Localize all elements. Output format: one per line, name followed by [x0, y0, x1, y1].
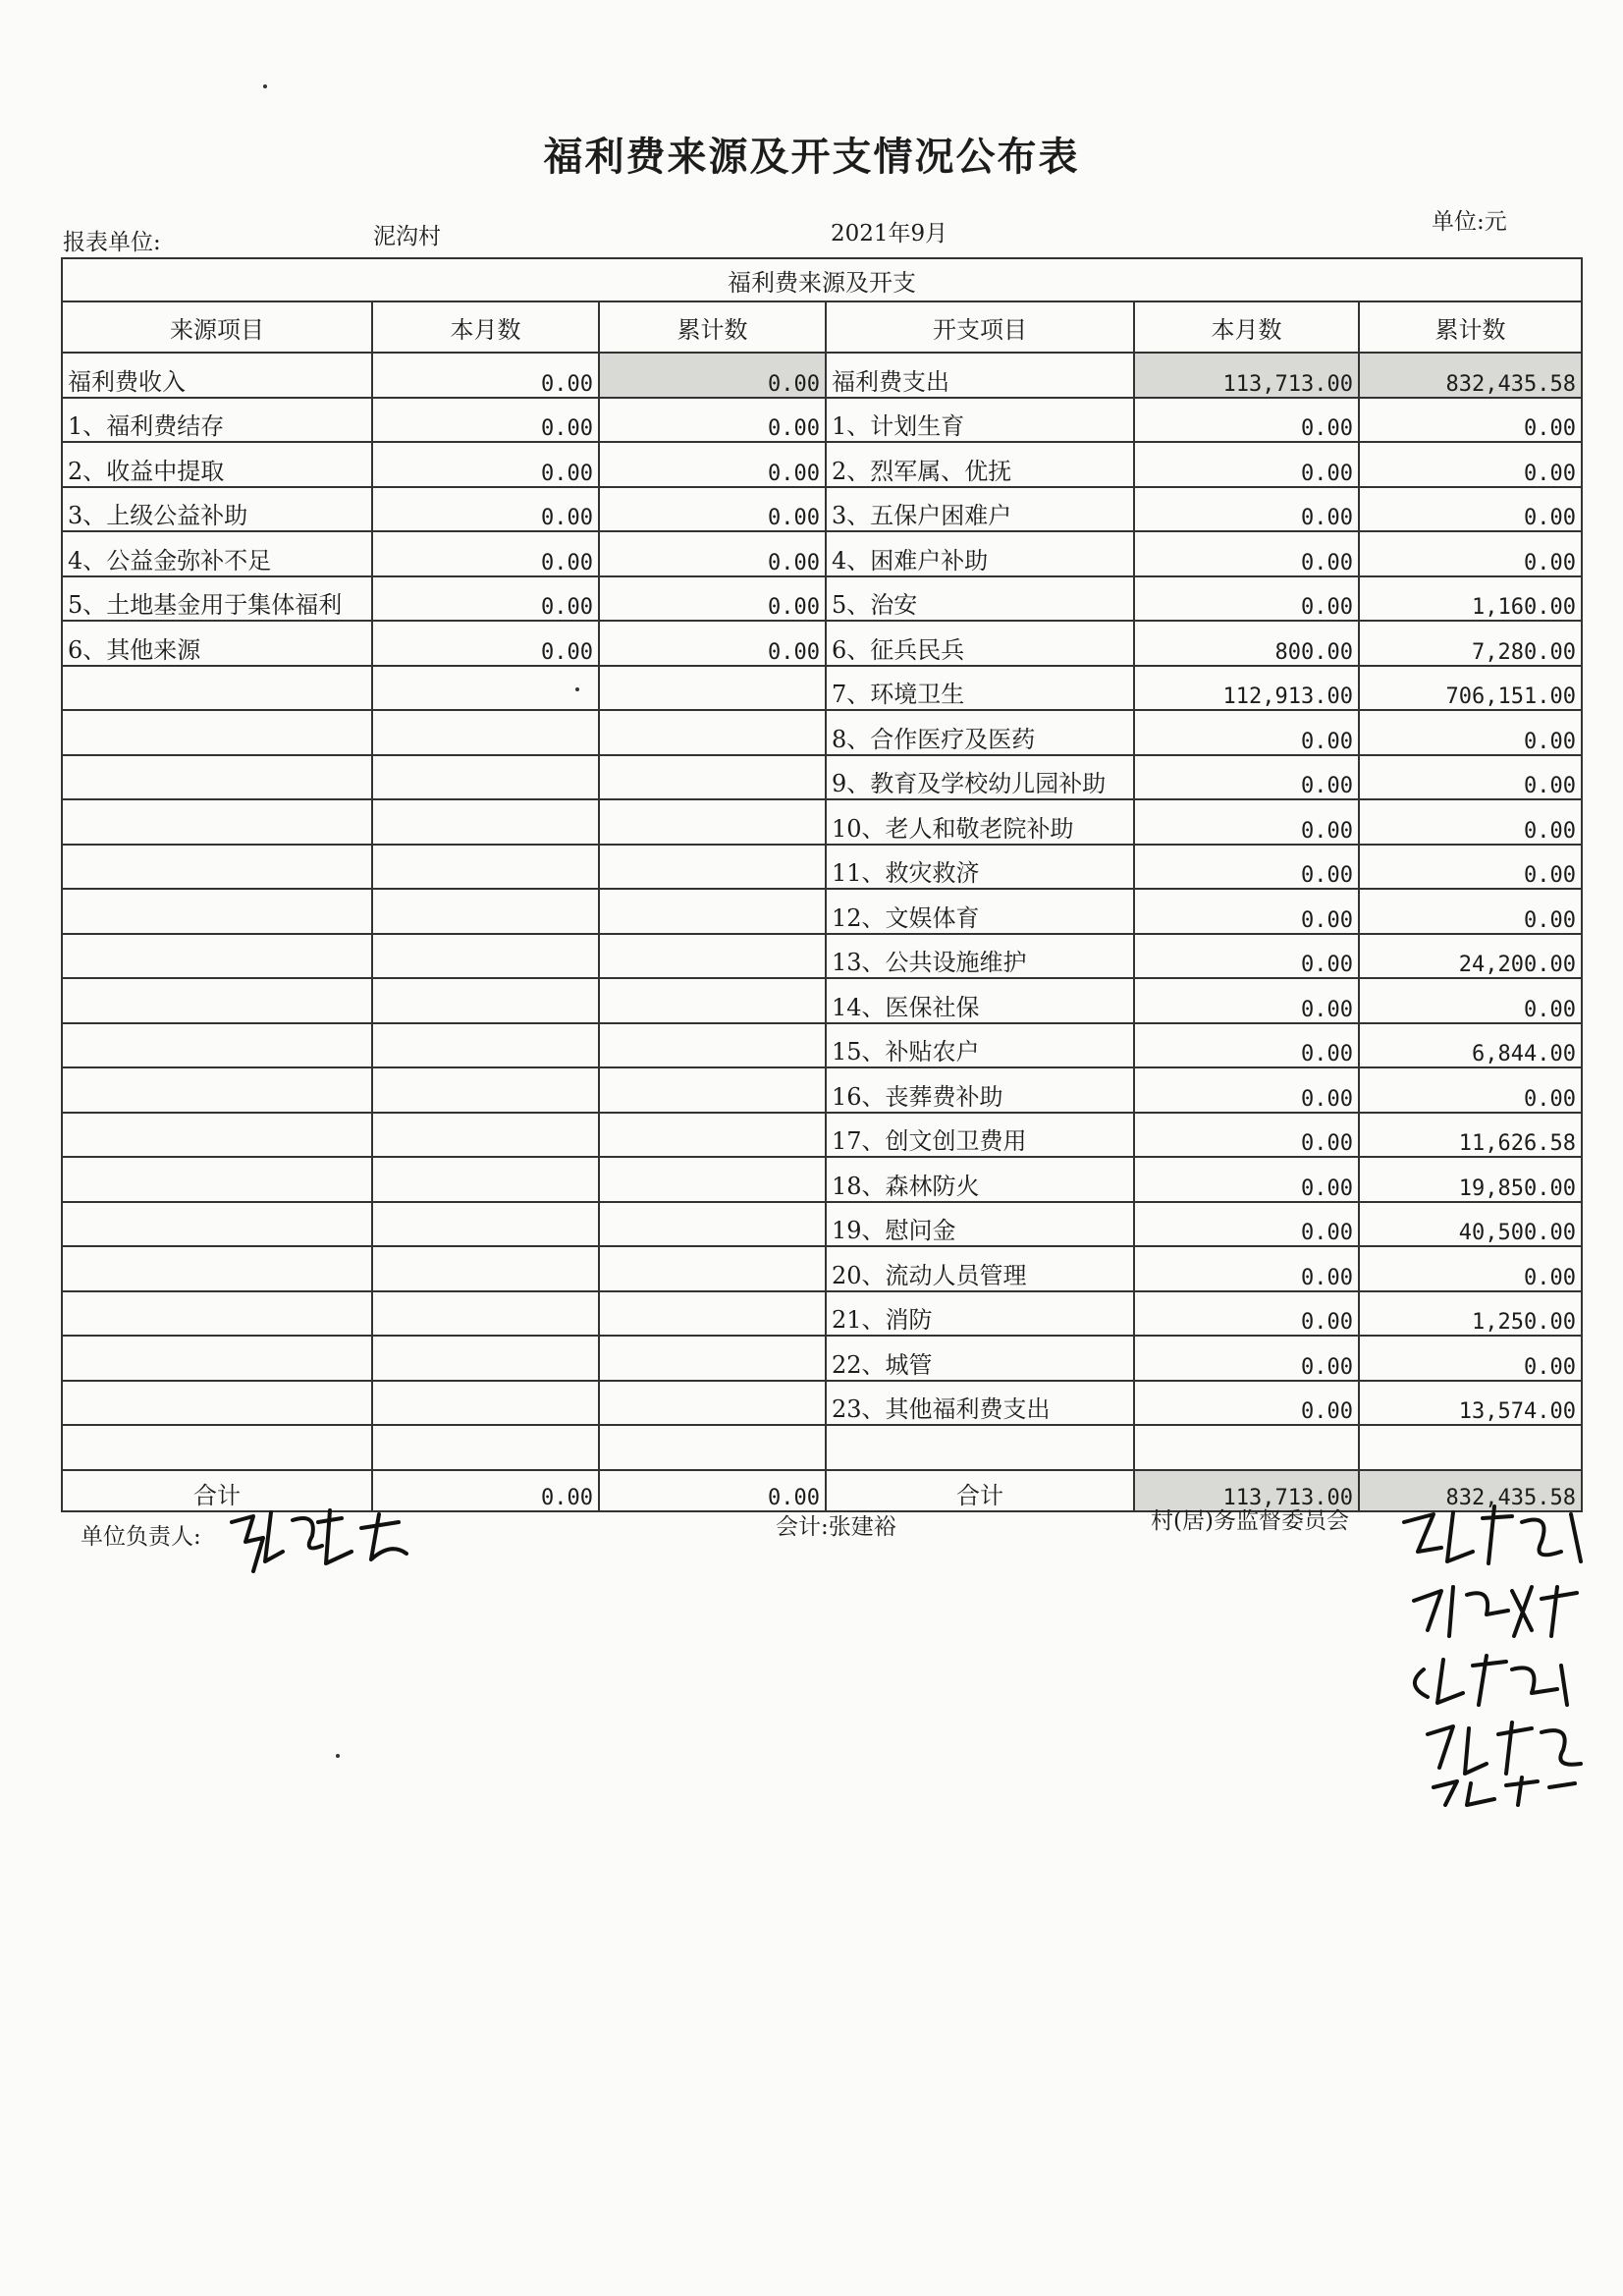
- cell-expense-month: 0.00: [1134, 1067, 1359, 1113]
- cell-source-month: 0.00: [372, 353, 599, 398]
- cell-expense-cumulative: 1,160.00: [1359, 576, 1582, 622]
- cell-source-cumulative: [599, 978, 826, 1023]
- cell-expense-month: 0.00: [1134, 978, 1359, 1023]
- scan-speck: [575, 687, 579, 691]
- cell-expense-month: 0.00: [1134, 531, 1359, 576]
- cell-source-month: 0.00: [372, 398, 599, 443]
- cell-expense-month: 0.00: [1134, 1157, 1359, 1202]
- welfare-table: [61, 257, 1583, 1512]
- cell-expense-month: 0.00: [1134, 1023, 1359, 1068]
- cell-source-month: 0.00: [372, 442, 599, 487]
- report-unit-label: 报表单位:: [63, 230, 161, 255]
- cell-source-month: [372, 845, 599, 890]
- table-row: [62, 1336, 1582, 1381]
- table-row: [62, 1023, 1582, 1068]
- table-row: [62, 978, 1582, 1023]
- cell-source-month: [372, 889, 599, 934]
- cell-expense-item: 14、医保社保: [826, 978, 1134, 1023]
- cell-expense-cumulative: 0.00: [1359, 978, 1582, 1023]
- table-row: [62, 353, 1582, 398]
- cell-source-cumulative: [599, 666, 826, 711]
- cell-expense-month: 113,713.00: [1134, 353, 1359, 398]
- col-header-source-cumulative: 累计数: [599, 301, 826, 353]
- cell-expense-item: 11、救灾救济: [826, 845, 1134, 890]
- cell-expense-item: 19、慰问金: [826, 1202, 1134, 1247]
- cell-expense-cumulative: 0.00: [1359, 442, 1582, 487]
- cell-expense-cumulative: 0.00: [1359, 531, 1582, 576]
- cell-expense-cumulative: 6,844.00: [1359, 1023, 1582, 1068]
- cell-source-month: [372, 1291, 599, 1337]
- cell-expense-cumulative: 0.00: [1359, 799, 1582, 845]
- cell-expense-item: 10、老人和敬老院补助: [826, 799, 1134, 845]
- cell-source-cumulative: [599, 710, 826, 755]
- cell-expense-cumulative: 11,626.58: [1359, 1113, 1582, 1158]
- cell-expense-month: 112,913.00: [1134, 666, 1359, 711]
- table-row: [62, 1246, 1582, 1291]
- cell-source-cumulative: [599, 1381, 826, 1426]
- cell-expense-month: 0.00: [1134, 934, 1359, 979]
- cell-source-cumulative: [599, 1336, 826, 1381]
- table-row: [62, 442, 1582, 487]
- cell-source-cumulative: 0.00: [599, 576, 826, 622]
- cell-source-item: [62, 934, 372, 979]
- col-header-expense-cumulative: 累计数: [1359, 301, 1582, 353]
- cell-source-cumulative: [599, 934, 826, 979]
- report-period: 2021年9月: [831, 221, 948, 246]
- cell-source-month: 0.00: [372, 487, 599, 532]
- cell-source-item: [62, 1291, 372, 1337]
- cell-expense-item: 4、困难户补助: [826, 531, 1134, 576]
- table-band-title: 福利费来源及开支: [62, 258, 1582, 301]
- page-title: 福利费来源及开支情况公布表: [543, 134, 1080, 180]
- table-row: [62, 799, 1582, 845]
- cell-expense-item: 18、森林防火: [826, 1157, 1134, 1202]
- cell-source-item: [62, 1113, 372, 1158]
- table-row: [62, 1381, 1582, 1426]
- cell-expense-item: 16、丧葬费补助: [826, 1067, 1134, 1113]
- cell-expense-item: 6、征兵民兵: [826, 621, 1134, 666]
- table-row: [62, 621, 1582, 666]
- cell-source-cumulative: [599, 1202, 826, 1247]
- cell-expense-month: 0.00: [1134, 799, 1359, 845]
- cell-source-item: [62, 845, 372, 890]
- cell-source-item: 合计: [62, 1470, 372, 1511]
- cell-source-item: [62, 799, 372, 845]
- cell-expense-month: 0.00: [1134, 487, 1359, 532]
- table-row: [62, 889, 1582, 934]
- cell-source-cumulative: 0.00: [599, 1470, 826, 1511]
- cell-source-cumulative: [599, 1113, 826, 1158]
- cell-source-item: 福利费收入: [62, 353, 372, 398]
- cell-source-cumulative: [599, 1425, 826, 1470]
- cell-expense-item: 3、五保户困难户: [826, 487, 1134, 532]
- cell-source-month: [372, 666, 599, 711]
- cell-source-month: [372, 978, 599, 1023]
- currency-unit: 单位:元: [1432, 209, 1507, 235]
- cell-expense-month: [1134, 1425, 1359, 1470]
- report-unit-name: 泥沟村: [373, 224, 441, 249]
- col-header-source: 来源项目: [62, 301, 372, 353]
- cell-expense-cumulative: 0.00: [1359, 1067, 1582, 1113]
- col-header-source-month: 本月数: [372, 301, 599, 353]
- cell-source-item: [62, 710, 372, 755]
- table-header-row: [62, 301, 1582, 353]
- cell-expense-cumulative: 706,151.00: [1359, 666, 1582, 711]
- cell-source-cumulative: [599, 845, 826, 890]
- cell-expense-item: 20、流动人员管理: [826, 1246, 1134, 1291]
- cell-expense-item: 13、公共设施维护: [826, 934, 1134, 979]
- cell-source-month: [372, 710, 599, 755]
- cell-source-item: 6、其他来源: [62, 621, 372, 666]
- cell-source-item: [62, 1202, 372, 1247]
- cell-source-month: [372, 934, 599, 979]
- cell-source-item: 1、福利费结存: [62, 398, 372, 443]
- cell-source-month: [372, 1023, 599, 1068]
- cell-expense-cumulative: 1,250.00: [1359, 1291, 1582, 1337]
- col-header-expense: 开支项目: [826, 301, 1134, 353]
- cell-expense-item: 12、文娱体育: [826, 889, 1134, 934]
- table-row: [62, 934, 1582, 979]
- cell-source-item: 5、土地基金用于集体福利: [62, 576, 372, 622]
- cell-expense-month: 0.00: [1134, 1381, 1359, 1426]
- leader-label: 单位负责人:: [81, 1524, 201, 1550]
- cell-expense-cumulative: 0.00: [1359, 755, 1582, 800]
- cell-source-cumulative: 0.00: [599, 398, 826, 443]
- accountant-name: 会计:张建裕: [776, 1514, 896, 1540]
- table-row: [62, 1202, 1582, 1247]
- cell-expense-cumulative: 0.00: [1359, 1246, 1582, 1291]
- cell-expense-month: 0.00: [1134, 1113, 1359, 1158]
- cell-source-month: [372, 1157, 599, 1202]
- cell-source-cumulative: [599, 1291, 826, 1337]
- cell-source-month: 0.00: [372, 531, 599, 576]
- table-row: [62, 845, 1582, 890]
- cell-expense-month: 0.00: [1134, 1336, 1359, 1381]
- cell-expense-item: 福利费支出: [826, 353, 1134, 398]
- cell-source-cumulative: 0.00: [599, 487, 826, 532]
- table-row: [62, 576, 1582, 622]
- cell-expense-cumulative: 0.00: [1359, 889, 1582, 934]
- cell-source-cumulative: [599, 1023, 826, 1068]
- scan-speck: [336, 1754, 340, 1758]
- table-row: [62, 1425, 1582, 1470]
- cell-source-month: 0.00: [372, 621, 599, 666]
- table-row: [62, 1157, 1582, 1202]
- cell-expense-item: 1、计划生育: [826, 398, 1134, 443]
- cell-source-month: [372, 1425, 599, 1470]
- cell-expense-item: 2、烈军属、优抚: [826, 442, 1134, 487]
- cell-source-cumulative: 0.00: [599, 531, 826, 576]
- cell-expense-month: 0.00: [1134, 442, 1359, 487]
- cell-source-item: [62, 1336, 372, 1381]
- cell-source-item: [62, 1381, 372, 1426]
- cell-source-cumulative: [599, 1157, 826, 1202]
- committee-label: 村(居)务监督委员会: [1151, 1508, 1349, 1534]
- cell-source-month: 0.00: [372, 1470, 599, 1511]
- cell-source-item: [62, 1425, 372, 1470]
- cell-source-item: [62, 666, 372, 711]
- cell-source-item: [62, 1246, 372, 1291]
- table-row: [62, 1113, 1582, 1158]
- cell-expense-cumulative: 24,200.00: [1359, 934, 1582, 979]
- cell-source-item: [62, 1157, 372, 1202]
- cell-source-cumulative: [599, 1067, 826, 1113]
- cell-source-cumulative: 0.00: [599, 353, 826, 398]
- cell-expense-month: 0.00: [1134, 1202, 1359, 1247]
- cell-expense-item: 7、环境卫生: [826, 666, 1134, 711]
- cell-source-cumulative: [599, 889, 826, 934]
- cell-source-cumulative: [599, 799, 826, 845]
- cell-expense-cumulative: 13,574.00: [1359, 1381, 1582, 1426]
- cell-expense-item: 8、合作医疗及医药: [826, 710, 1134, 755]
- table-row: [62, 710, 1582, 755]
- cell-expense-month: 0.00: [1134, 845, 1359, 890]
- cell-expense-cumulative: 19,850.00: [1359, 1157, 1582, 1202]
- cell-source-item: 4、公益金弥补不足: [62, 531, 372, 576]
- cell-expense-item: 5、治安: [826, 576, 1134, 622]
- cell-source-month: [372, 755, 599, 800]
- cell-source-month: [372, 799, 599, 845]
- cell-source-month: [372, 1336, 599, 1381]
- cell-expense-month: 800.00: [1134, 621, 1359, 666]
- cell-expense-month: 0.00: [1134, 1246, 1359, 1291]
- cell-source-month: [372, 1113, 599, 1158]
- cell-source-cumulative: 0.00: [599, 621, 826, 666]
- cell-expense-cumulative: 40,500.00: [1359, 1202, 1582, 1247]
- cell-expense-month: 0.00: [1134, 755, 1359, 800]
- cell-source-cumulative: [599, 1246, 826, 1291]
- cell-expense-cumulative: 0.00: [1359, 710, 1582, 755]
- cell-expense-item: 17、创文创卫费用: [826, 1113, 1134, 1158]
- cell-source-item: 3、上级公益补助: [62, 487, 372, 532]
- cell-expense-cumulative: 832,435.58: [1359, 353, 1582, 398]
- cell-expense-item: 21、消防: [826, 1291, 1134, 1337]
- cell-expense-cumulative: 0.00: [1359, 487, 1582, 532]
- cell-source-item: [62, 1023, 372, 1068]
- cell-source-cumulative: 0.00: [599, 442, 826, 487]
- cell-expense-item: 9、教育及学校幼儿园补助: [826, 755, 1134, 800]
- cell-expense-item: 23、其他福利费支出: [826, 1381, 1134, 1426]
- cell-source-item: [62, 978, 372, 1023]
- cell-source-cumulative: [599, 755, 826, 800]
- table-row: [62, 531, 1582, 576]
- cell-expense-cumulative: 7,280.00: [1359, 621, 1582, 666]
- cell-expense-cumulative: 0.00: [1359, 845, 1582, 890]
- cell-source-item: 2、收益中提取: [62, 442, 372, 487]
- cell-source-item: [62, 1067, 372, 1113]
- cell-expense-item: [826, 1425, 1134, 1470]
- cell-source-month: [372, 1246, 599, 1291]
- table-row: [62, 398, 1582, 443]
- cell-expense-item: 15、补贴农户: [826, 1023, 1134, 1068]
- cell-expense-cumulative: [1359, 1425, 1582, 1470]
- table-row: [62, 1291, 1582, 1337]
- table-row: [62, 755, 1582, 800]
- cell-expense-cumulative: 0.00: [1359, 1336, 1582, 1381]
- table-band-row: [62, 258, 1582, 301]
- cell-source-month: [372, 1381, 599, 1426]
- cell-expense-month: 113,713.00: [1134, 1470, 1359, 1511]
- cell-expense-month: 0.00: [1134, 1291, 1359, 1337]
- table-row: [62, 666, 1582, 711]
- leader-signature: [224, 1503, 420, 1581]
- cell-expense-month: 0.00: [1134, 710, 1359, 755]
- cell-source-item: [62, 889, 372, 934]
- cell-source-item: [62, 755, 372, 800]
- cell-source-month: 0.00: [372, 576, 599, 622]
- table-row: [62, 1067, 1582, 1113]
- cell-expense-cumulative: 832,435.58: [1359, 1470, 1582, 1511]
- cell-expense-month: 0.00: [1134, 889, 1359, 934]
- col-header-expense-month: 本月数: [1134, 301, 1359, 353]
- cell-expense-month: 0.00: [1134, 576, 1359, 622]
- table-row: [62, 487, 1582, 532]
- cell-expense-item: 22、城管: [826, 1336, 1134, 1381]
- cell-source-month: [372, 1067, 599, 1113]
- cell-expense-item: 合计: [826, 1470, 1134, 1511]
- cell-expense-cumulative: 0.00: [1359, 398, 1582, 443]
- committee-signatures: [1384, 1493, 1620, 1807]
- cell-source-month: [372, 1202, 599, 1247]
- cell-expense-month: 0.00: [1134, 398, 1359, 443]
- scan-speck: [263, 84, 267, 88]
